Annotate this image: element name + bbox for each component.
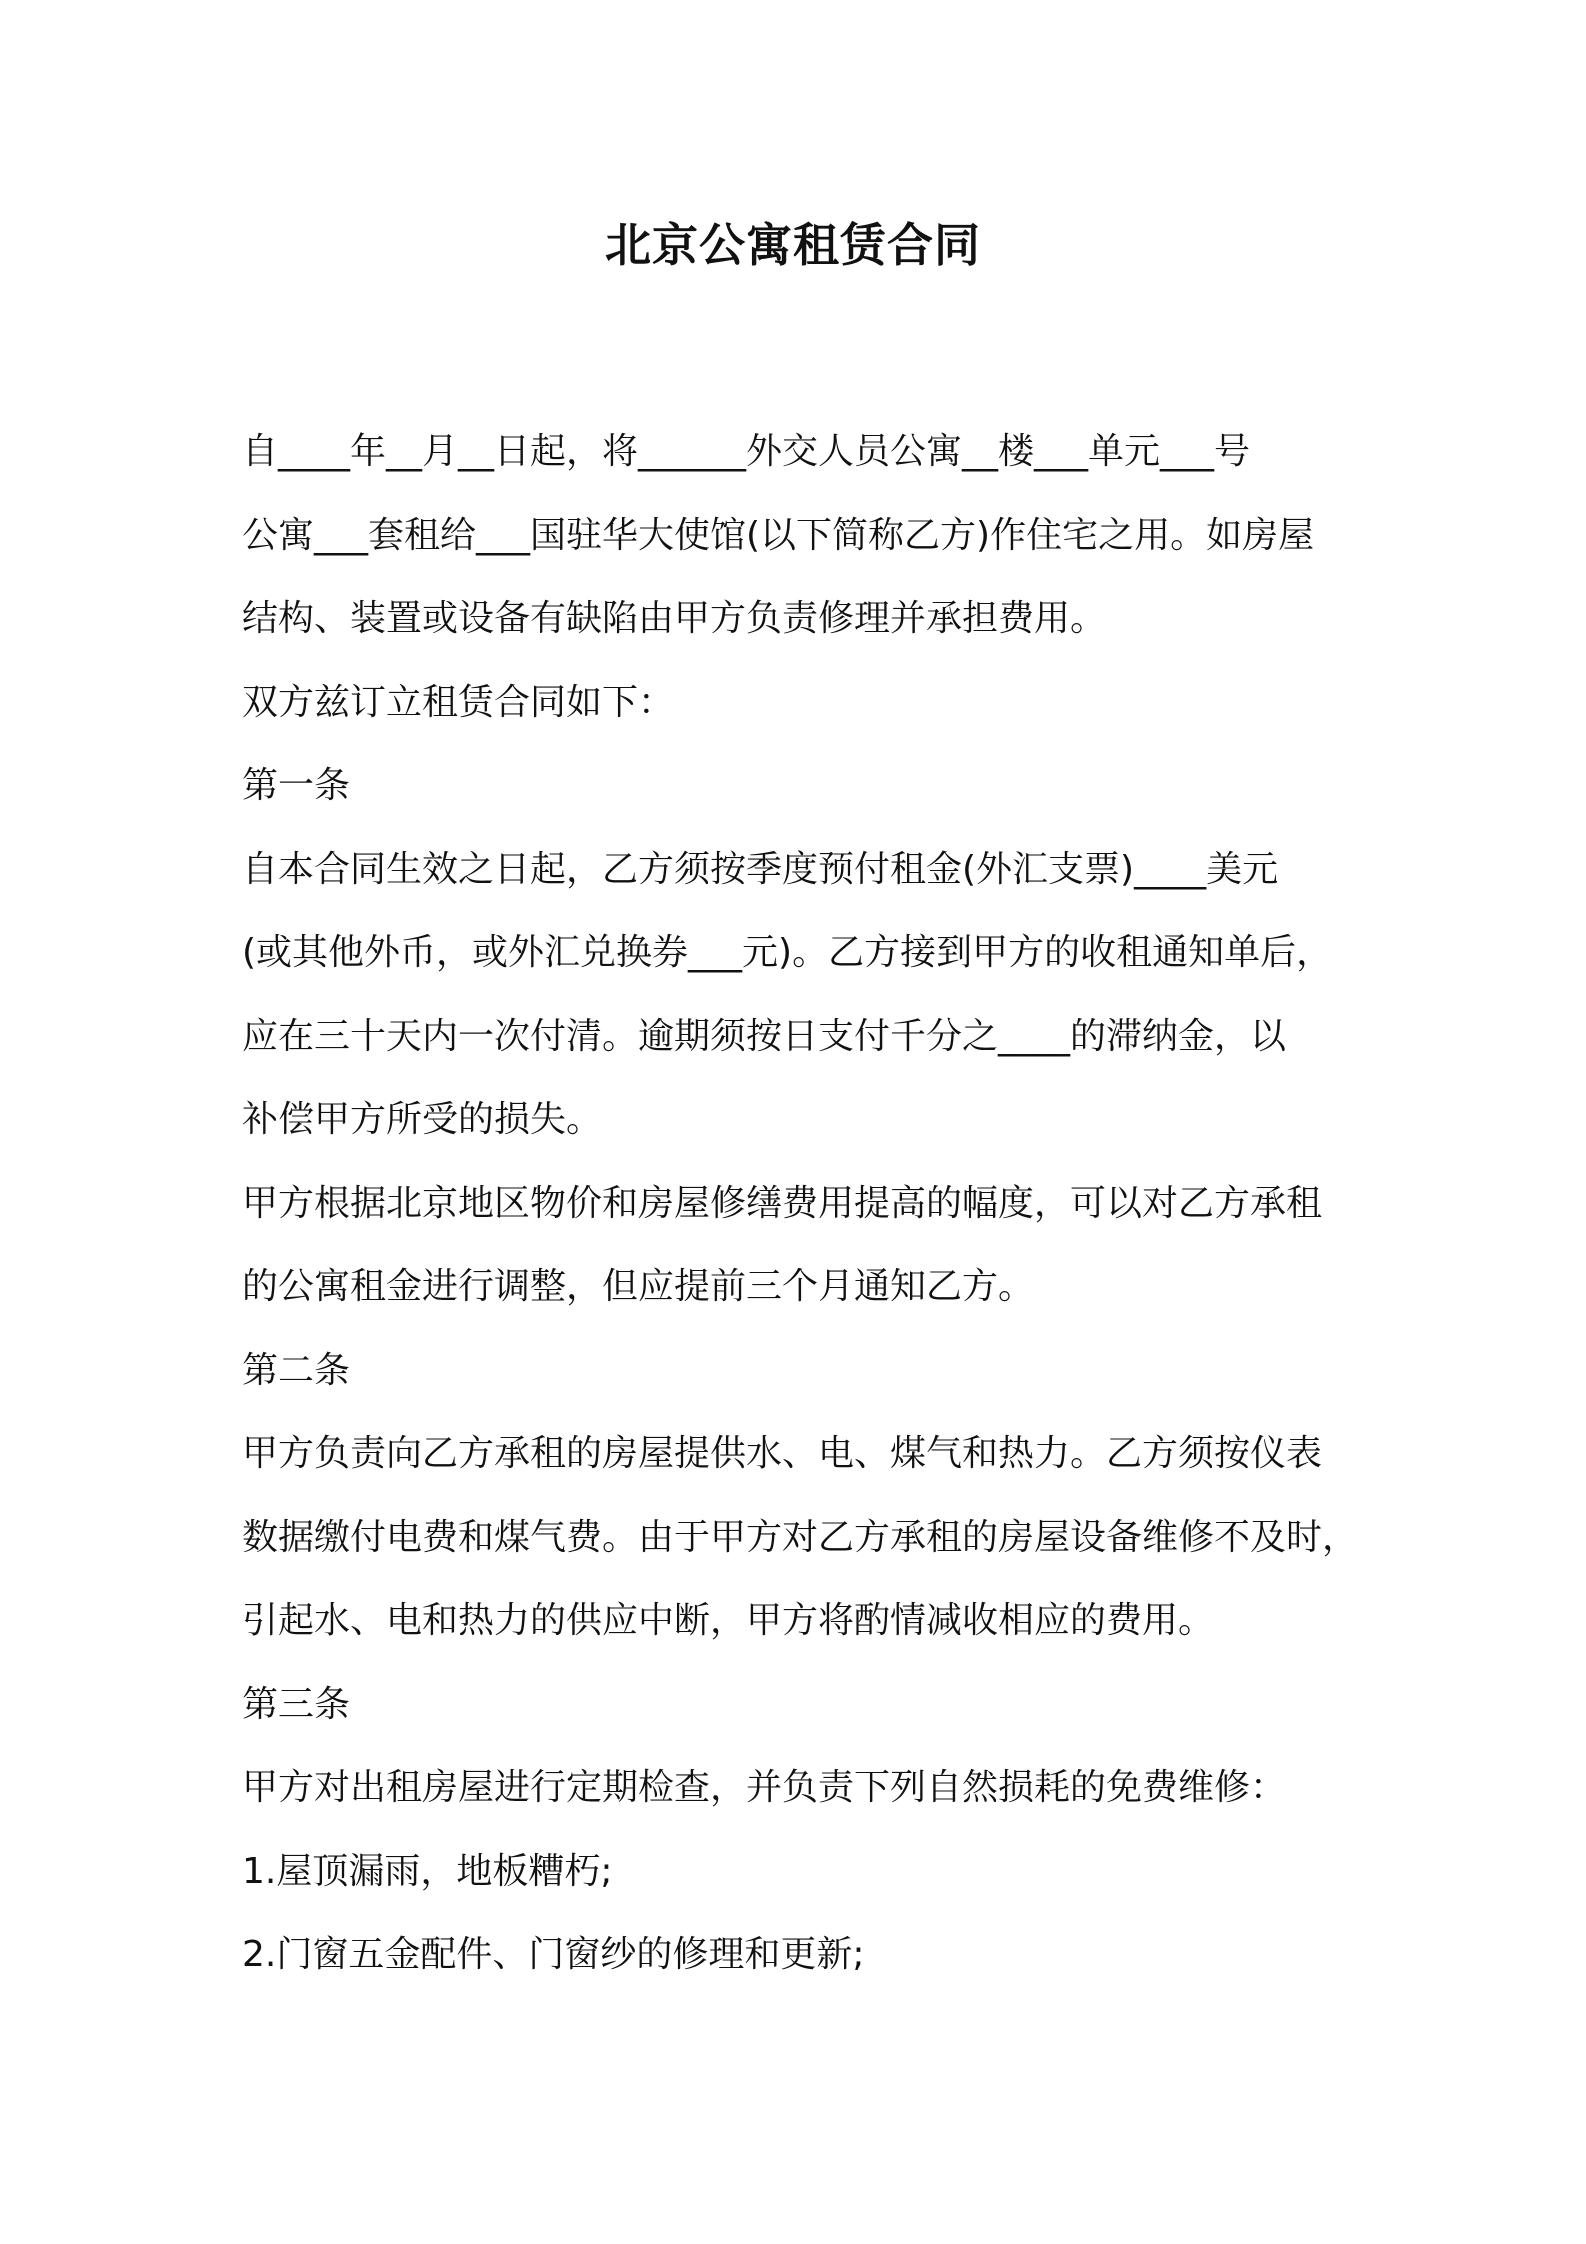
text-line: 补偿甲方所受的损失。 <box>242 1099 603 1140</box>
text-line: 甲方对出租房屋进行定期检查，并负责下列自然损耗的免费维修： <box>242 1767 1287 1808</box>
text-line: 的公寓租金进行调整，但应提前三个月通知乙方。 <box>242 1266 1035 1307</box>
text-line: 甲方根据北京地区物价和房屋修缮费用提高的幅度，可以对乙方承租 <box>242 1182 1323 1224</box>
text-line: 双方兹订立租赁合同如下： <box>242 681 675 723</box>
list-item: 1.屋顶漏雨，地板糟朽; <box>242 1850 613 1892</box>
article-heading-3: 第三条 <box>242 1683 351 1725</box>
text-line: 引起水、电和热力的供应中断，甲方将酌情减收相应的费用。 <box>242 1600 1215 1641</box>
text-line: 应在三十天内一次付清。逾期须按日支付千分之____的滞纳金，以 <box>242 1015 1287 1057</box>
text-line: (或其他外币，或外汇兑换券___元)。乙方接到甲方的收租通知单后， <box>242 932 1333 973</box>
text-line: 自本合同生效之日起，乙方须按季度预付租金(外汇支票)____美元 <box>242 848 1279 890</box>
text-line: 甲方负责向乙方承租的房屋提供水、电、煤气和热力。乙方须按仪表 <box>242 1433 1323 1474</box>
article-heading-2: 第二条 <box>242 1349 351 1391</box>
article-heading-1: 第一条 <box>242 765 351 806</box>
list-item: 2.门窗五金配件、门窗纱的修理和更新; <box>242 1934 865 1975</box>
text-line: 结构、装置或设备有缺陷由甲方负责修理并承担费用。 <box>242 598 1107 639</box>
text-line: 数据缴付电费和煤气费。由于甲方对乙方承租的房屋设备维修不及时， <box>242 1516 1359 1558</box>
text-line: 公寓___套租给___国驻华大使馆(以下简称乙方)作住宅之用。如房屋 <box>242 514 1315 556</box>
text-line: 自____年__月__日起，将______外交人员公寓__楼___单元___号 <box>242 431 1251 472</box>
document-body <box>242 410 1382 1997</box>
document-title: 北京公寓租赁合同 <box>605 218 981 272</box>
